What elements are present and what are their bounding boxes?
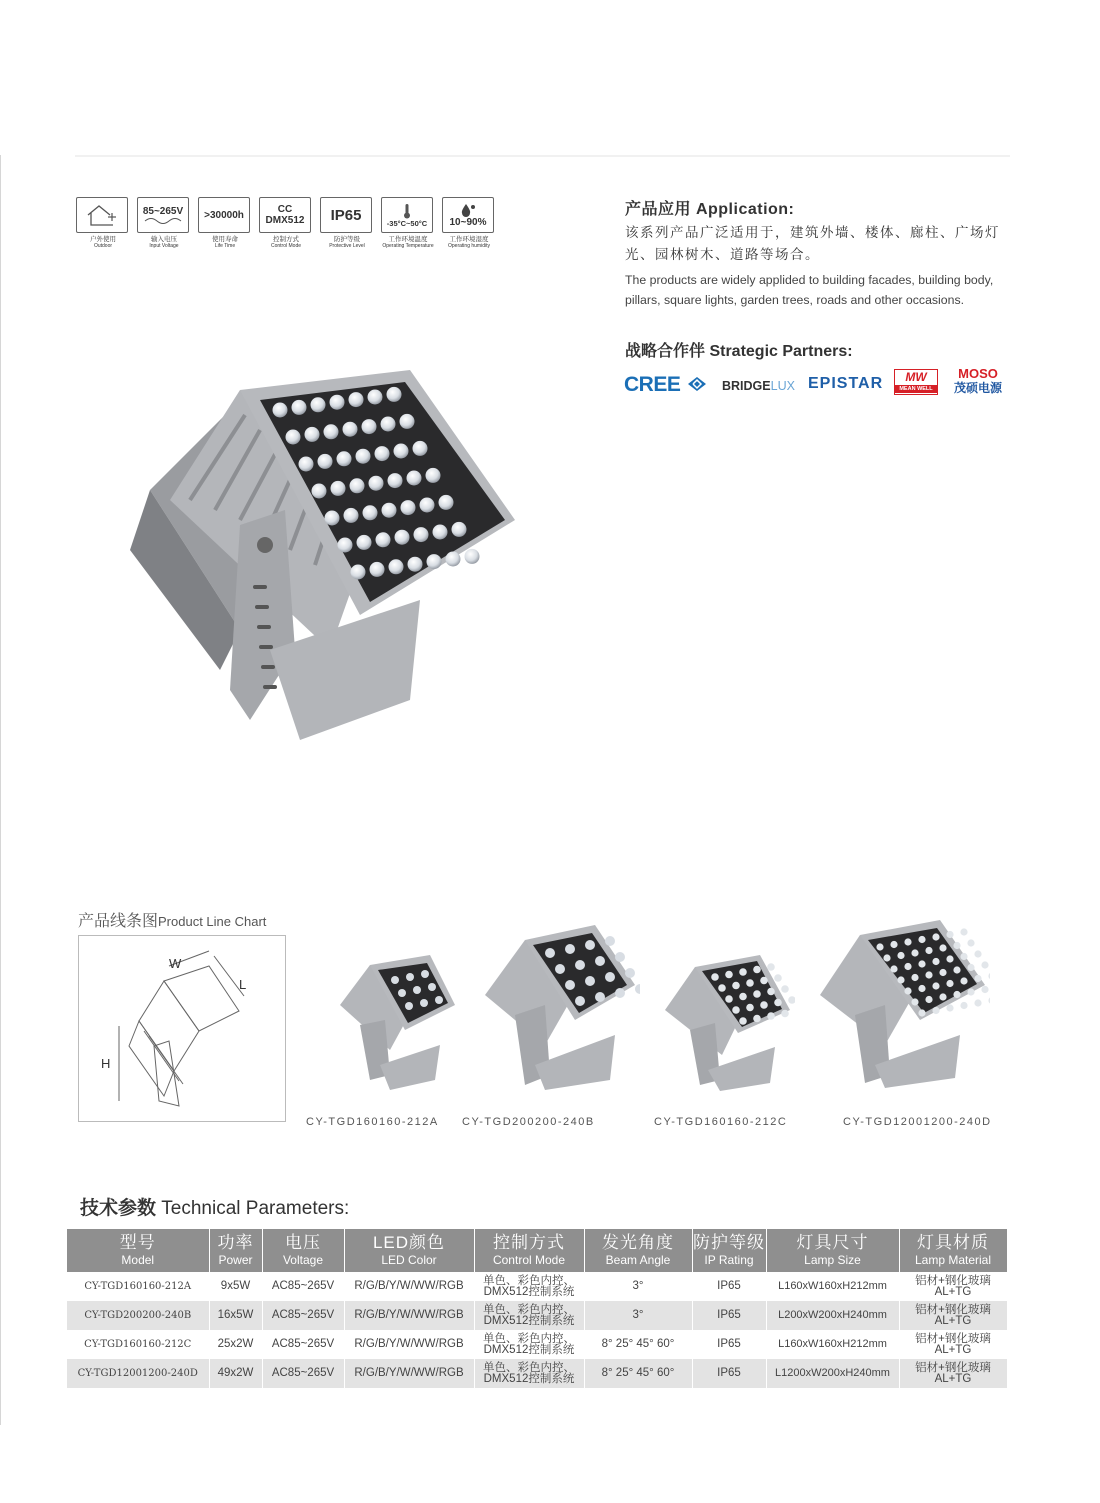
- col-header-control-mode: 控制方式 Control Mode: [474, 1229, 584, 1272]
- ip-icon: [320, 197, 372, 233]
- hero-product-image: [120, 370, 540, 750]
- led-dot: [395, 530, 410, 545]
- led-dot: [452, 522, 467, 537]
- led-dot: [427, 554, 442, 569]
- bridgelux-text-b: LUX: [770, 379, 795, 393]
- led-dot: [974, 950, 981, 957]
- led-dot: [318, 454, 333, 469]
- wave-icon: [137, 197, 189, 233]
- led-dot: [311, 397, 326, 412]
- led-dot: [960, 977, 967, 984]
- cell-control-mode: 单色、彩色内控、 DMX512控制系统: [474, 1301, 584, 1330]
- control-icon: [259, 197, 311, 233]
- spec-caption-en: Input Voltage: [149, 243, 179, 249]
- led-dot: [362, 419, 377, 434]
- bridgelux-text-a: BRIDGE: [722, 379, 771, 393]
- life-icon: [198, 197, 250, 233]
- table-row: [67, 1272, 1007, 1301]
- led-dot: [925, 996, 932, 1003]
- cell-power: 49x2W: [209, 1359, 262, 1388]
- led-dot: [369, 476, 384, 491]
- spec-caption-cn: 控制方式: [273, 236, 299, 243]
- product-thumb-a: [330, 955, 460, 1095]
- led-dot: [911, 974, 918, 981]
- led-dot: [932, 1007, 939, 1014]
- spec-caption-cn: 防护等级: [334, 236, 360, 243]
- led-dot: [746, 979, 754, 987]
- led-dot: [739, 968, 747, 976]
- led-dot: [575, 996, 585, 1006]
- table-header-row: [67, 1229, 1007, 1272]
- led-dot: [420, 498, 435, 513]
- led-dot: [312, 484, 327, 499]
- cell-voltage: AC85~265V: [262, 1359, 344, 1388]
- cree-text: CREE: [624, 373, 681, 396]
- led-dot: [767, 1012, 775, 1020]
- led-dot: [981, 986, 988, 993]
- cell-power: 16x5W: [209, 1301, 262, 1330]
- partner-logos: [622, 365, 1022, 401]
- led-dot: [732, 982, 740, 990]
- led-dot: [904, 938, 911, 945]
- cell-lamp-size: L200xW200xH240mm: [766, 1301, 899, 1330]
- led-dot: [292, 400, 307, 415]
- moso-logo: [954, 367, 1002, 396]
- epistar-logo: EPISTAR: [808, 375, 884, 392]
- led-dot: [946, 955, 953, 962]
- plc-title-cn: 产品线条图: [78, 913, 159, 930]
- led-dot: [925, 947, 932, 954]
- table-row: [67, 1330, 1007, 1359]
- led-dot: [565, 944, 575, 954]
- led-dot: [388, 473, 403, 488]
- spec-ip: [320, 197, 374, 249]
- moso-text-cn: 茂硕电源: [954, 381, 1003, 395]
- led-dot: [382, 503, 397, 518]
- led-dot: [774, 974, 782, 982]
- cell-control-mode: 单色、彩色内控、 DMX512控制系统: [474, 1359, 584, 1388]
- led-dot: [939, 969, 946, 976]
- spec-caption-en: Life Time: [214, 243, 236, 249]
- led-dot: [325, 511, 340, 526]
- col-header-lamp-size: 灯具尺寸 Lamp Size: [766, 1229, 899, 1272]
- cell-control-mode: 单色、彩色内控、 DMX512控制系统: [474, 1272, 584, 1301]
- spec-humidity: [442, 197, 496, 249]
- spec-caption-en: Operating Temperature: [382, 243, 434, 249]
- led-dot: [788, 996, 795, 1004]
- led-dot: [368, 390, 383, 405]
- cell-ip: IP65: [692, 1330, 766, 1359]
- led-dot: [595, 956, 605, 966]
- spec-caption-cn: 工作环境湿度: [449, 236, 489, 243]
- bridgelux-logo: [722, 379, 795, 393]
- led-dot: [932, 958, 939, 965]
- model-label-a: CY-TGD160160-212A: [306, 1116, 439, 1128]
- led-dot: [876, 943, 883, 950]
- led-dot: [401, 500, 416, 515]
- table-row: [67, 1301, 1007, 1330]
- led-dot: [904, 963, 911, 970]
- led-dot: [974, 975, 981, 982]
- led-dot: [585, 940, 595, 950]
- led-dot: [967, 988, 974, 995]
- led-dot: [897, 952, 904, 959]
- dimension-diagram-drawing: [79, 936, 285, 1121]
- cell-power: 9x5W: [209, 1272, 262, 1301]
- led-dot: [760, 1001, 768, 1009]
- led-dot: [925, 971, 932, 978]
- dim-h-label: H: [101, 1056, 111, 1071]
- led-dot: [953, 991, 960, 998]
- meanwell-logo: [894, 369, 938, 395]
- application-title: 产品应用 Application:: [625, 201, 795, 218]
- top-divider: [75, 155, 1010, 157]
- humidity-icon: [442, 197, 494, 233]
- led-dot: [732, 1006, 740, 1014]
- spec-voltage: [137, 197, 191, 249]
- led-dot: [904, 987, 911, 994]
- spec-icons-row: [76, 197, 496, 257]
- cell-lamp-size: L160xW160xH212mm: [766, 1272, 899, 1301]
- led-dot: [299, 457, 314, 472]
- cell-voltage: AC85~265V: [262, 1301, 344, 1330]
- cell-led-color: R/G/B/Y/W/WW/RGB: [344, 1272, 474, 1301]
- cell-ip: IP65: [692, 1359, 766, 1388]
- led-dot: [946, 1004, 953, 1011]
- table-row: [67, 1359, 1007, 1388]
- cell-voltage: AC85~265V: [262, 1272, 344, 1301]
- led-dot: [960, 1002, 967, 1009]
- cell-lamp-material: 铝材+钢化玻璃 AL+TG: [899, 1272, 1007, 1301]
- meanwell-signature: MW: [905, 370, 927, 384]
- led-dot: [426, 468, 441, 483]
- led-dot: [273, 403, 288, 418]
- led-dot: [324, 424, 339, 439]
- spec-lifetime: [198, 197, 252, 249]
- led-dot: [394, 444, 409, 459]
- led-dot: [330, 395, 345, 410]
- cell-lamp-size: L160xW160xH212mm: [766, 1330, 899, 1359]
- led-dot: [370, 562, 385, 577]
- spec-caption-cn: 使用寿命: [212, 236, 238, 243]
- tech-params-table: [67, 1229, 1008, 1388]
- led-dot: [389, 559, 404, 574]
- spec-control: [259, 197, 313, 249]
- cell-lamp-material: 铝材+钢化玻璃 AL+TG: [899, 1301, 1007, 1330]
- meanwell-text: MEAN WELL: [895, 385, 937, 393]
- product-thumb-c: [660, 955, 795, 1095]
- spec-caption-en: Operating humidity: [448, 243, 490, 249]
- led-dot: [890, 965, 897, 972]
- led-dot: [337, 451, 352, 466]
- led-dot: [932, 982, 939, 989]
- plc-title-en: Product Line Chart: [158, 914, 267, 929]
- left-edge-line: [0, 155, 1, 1425]
- led-dot: [960, 953, 967, 960]
- led-dot: [356, 449, 371, 464]
- led-dot: [545, 948, 555, 958]
- model-label-b: CY-TGD200200-240B: [462, 1116, 595, 1128]
- partners-title: 战略合作伴 Strategic Partners:: [625, 343, 853, 360]
- led-dot: [890, 941, 897, 948]
- model-label-d: CY-TGD12001200-240D: [843, 1116, 992, 1128]
- cell-beam-angle: 8° 25° 45° 60°: [584, 1359, 692, 1388]
- led-dot: [625, 968, 635, 978]
- led-dot: [767, 988, 775, 996]
- model-label-c: CY-TGD160160-212C: [654, 1116, 788, 1128]
- cell-beam-angle: 3°: [584, 1301, 692, 1330]
- led-dot: [595, 992, 605, 1002]
- col-header-ip-rating: 防护等级 IP Rating: [692, 1229, 766, 1272]
- spec-caption-en: Protective Level: [329, 243, 365, 249]
- cell-led-color: R/G/B/Y/W/WW/RGB: [344, 1330, 474, 1359]
- spec-caption-en: Outdoor: [93, 243, 113, 249]
- led-dot: [375, 446, 390, 461]
- cell-led-color: R/G/B/Y/W/WW/RGB: [344, 1359, 474, 1388]
- led-dot: [344, 508, 359, 523]
- led-dot: [718, 984, 726, 992]
- product-thumb-b: [475, 925, 640, 1095]
- led-dot: [725, 971, 733, 979]
- led-dot: [760, 977, 768, 985]
- col-header-beam-angle: 发光角度 Beam Angle: [584, 1229, 692, 1272]
- led-dot: [331, 481, 346, 496]
- cell-control-mode: 单色、彩色内控、 DMX512控制系统: [474, 1330, 584, 1359]
- led-dot: [932, 933, 939, 940]
- led-dot: [781, 1010, 789, 1018]
- moso-text: MOSO: [958, 366, 998, 381]
- led-dot: [918, 960, 925, 967]
- led-dot: [967, 964, 974, 971]
- spec-caption-cn: 户外使用: [90, 236, 116, 243]
- house-icon: [76, 197, 128, 233]
- tech-title-cn: 技术参数: [80, 1198, 157, 1219]
- led-dot: [883, 954, 890, 961]
- led-dot: [565, 980, 575, 990]
- led-dot: [433, 525, 448, 540]
- spec-value: 85~265V: [142, 205, 184, 217]
- led-dot: [911, 998, 918, 1005]
- cell-model: CY-TGD200200-240B: [67, 1301, 209, 1330]
- cell-beam-angle: 3°: [584, 1272, 692, 1301]
- led-dot: [575, 960, 585, 970]
- led-dot: [953, 966, 960, 973]
- led-dot: [774, 999, 782, 1007]
- led-dot: [439, 495, 454, 510]
- cell-ip: IP65: [692, 1272, 766, 1301]
- spec-caption-en: Control Mode: [270, 243, 301, 249]
- led-dot: [711, 973, 719, 981]
- led-dot: [939, 993, 946, 1000]
- led-dot: [781, 985, 789, 993]
- led-dot: [635, 984, 640, 994]
- led-dot: [363, 505, 378, 520]
- led-dot: [981, 961, 988, 968]
- spec-value: 10~90%: [449, 216, 487, 228]
- led-dot: [615, 988, 625, 998]
- led-dot: [953, 942, 960, 949]
- cell-ip: IP65: [692, 1301, 766, 1330]
- product-thumb-d: [815, 920, 990, 1090]
- led-dot: [400, 414, 415, 429]
- led-dot: [349, 392, 364, 407]
- led-dot: [753, 990, 761, 998]
- led-dot: [988, 972, 990, 979]
- led-dot: [897, 976, 904, 983]
- cell-lamp-material: 铝材+钢化玻璃 AL+TG: [899, 1359, 1007, 1388]
- spec-value: -35°C~50°C: [386, 218, 428, 228]
- led-dot: [585, 976, 595, 986]
- cell-lamp-size: L1200xW200xH240mm: [766, 1359, 899, 1388]
- spec-value: >30000h: [204, 209, 244, 221]
- led-dot: [918, 985, 925, 992]
- led-dot: [753, 966, 761, 974]
- tech-params-title: [80, 1193, 349, 1220]
- spec-value: IP65: [330, 206, 362, 224]
- led-dot: [960, 928, 967, 935]
- application-text-cn: 该系列产品广泛适用于，建筑外墙、楼体、廊柱、广场灯光、园林树木、道路等场合。: [625, 225, 1000, 262]
- led-dot: [305, 427, 320, 442]
- led-dot: [918, 936, 925, 943]
- cree-logo: [624, 373, 708, 397]
- dimension-diagram: [78, 935, 286, 1122]
- thermometer-icon: [381, 197, 433, 233]
- led-dot: [376, 532, 391, 547]
- spec-temperature: [381, 197, 435, 249]
- led-dot: [381, 417, 396, 432]
- dim-l-label: L: [239, 977, 247, 992]
- led-dot: [939, 944, 946, 951]
- led-dot: [387, 387, 402, 402]
- led-dot: [974, 999, 981, 1006]
- led-dot: [414, 527, 429, 542]
- dim-w-label: W: [169, 956, 182, 971]
- led-dot: [615, 952, 625, 962]
- led-dot: [739, 993, 747, 1001]
- led-dot: [338, 538, 353, 553]
- led-dot: [351, 565, 366, 580]
- led-dot: [967, 939, 974, 946]
- led-dot: [357, 535, 372, 550]
- led-dot: [465, 549, 480, 564]
- led-dot: [988, 997, 990, 1004]
- spec-value: CC DMX512: [265, 204, 305, 226]
- cell-model: CY-TGD160160-212A: [67, 1272, 209, 1301]
- led-dot: [350, 478, 365, 493]
- cell-power: 25x2W: [209, 1330, 262, 1359]
- col-header-model: 型号 Model: [67, 1229, 209, 1272]
- cell-voltage: AC85~265V: [262, 1330, 344, 1359]
- led-dot: [753, 1015, 761, 1023]
- led-dot: [946, 931, 953, 938]
- led-dot: [739, 1017, 747, 1025]
- cell-lamp-material: 铝材+钢化玻璃 AL+TG: [899, 1330, 1007, 1359]
- led-dot: [286, 430, 301, 445]
- led-dot: [918, 1009, 925, 1016]
- led-dot: [343, 422, 358, 437]
- col-header-lamp-material: 灯具材质 Lamp Material: [899, 1229, 1007, 1272]
- led-dot: [413, 441, 428, 456]
- cell-led-color: R/G/B/Y/W/WW/RGB: [344, 1301, 474, 1330]
- led-dot: [446, 552, 461, 567]
- cell-beam-angle: 8° 25° 45° 60°: [584, 1330, 692, 1359]
- product-line-chart-title: [78, 908, 266, 931]
- led-dot: [555, 964, 565, 974]
- led-dot: [605, 936, 615, 946]
- led-dot: [407, 471, 422, 486]
- spec-caption-cn: 工作环境温度: [388, 236, 428, 243]
- led-dot: [911, 949, 918, 956]
- col-header-voltage: 电压 Voltage: [262, 1229, 344, 1272]
- led-dot: [946, 980, 953, 987]
- led-dot: [605, 972, 615, 982]
- led-dot: [725, 995, 733, 1003]
- col-header-led-color: LED颜色 LED Color: [344, 1229, 474, 1272]
- tech-title-en: Technical Parameters:: [161, 1198, 350, 1219]
- led-dot: [767, 963, 775, 971]
- col-header-power: 功率 Power: [209, 1229, 262, 1272]
- led-dot: [408, 557, 423, 572]
- led-dot: [746, 1004, 754, 1012]
- application-text-en: The products are widely applided to building facades, building body, pillars, square lights, garden trees, roads and other occasions.: [625, 273, 994, 307]
- spec-caption-cn: 输入电压: [151, 236, 177, 243]
- cell-model: CY-TGD12001200-240D: [67, 1359, 209, 1388]
- cell-model: CY-TGD160160-212C: [67, 1330, 209, 1359]
- spec-outdoor: [76, 197, 130, 249]
